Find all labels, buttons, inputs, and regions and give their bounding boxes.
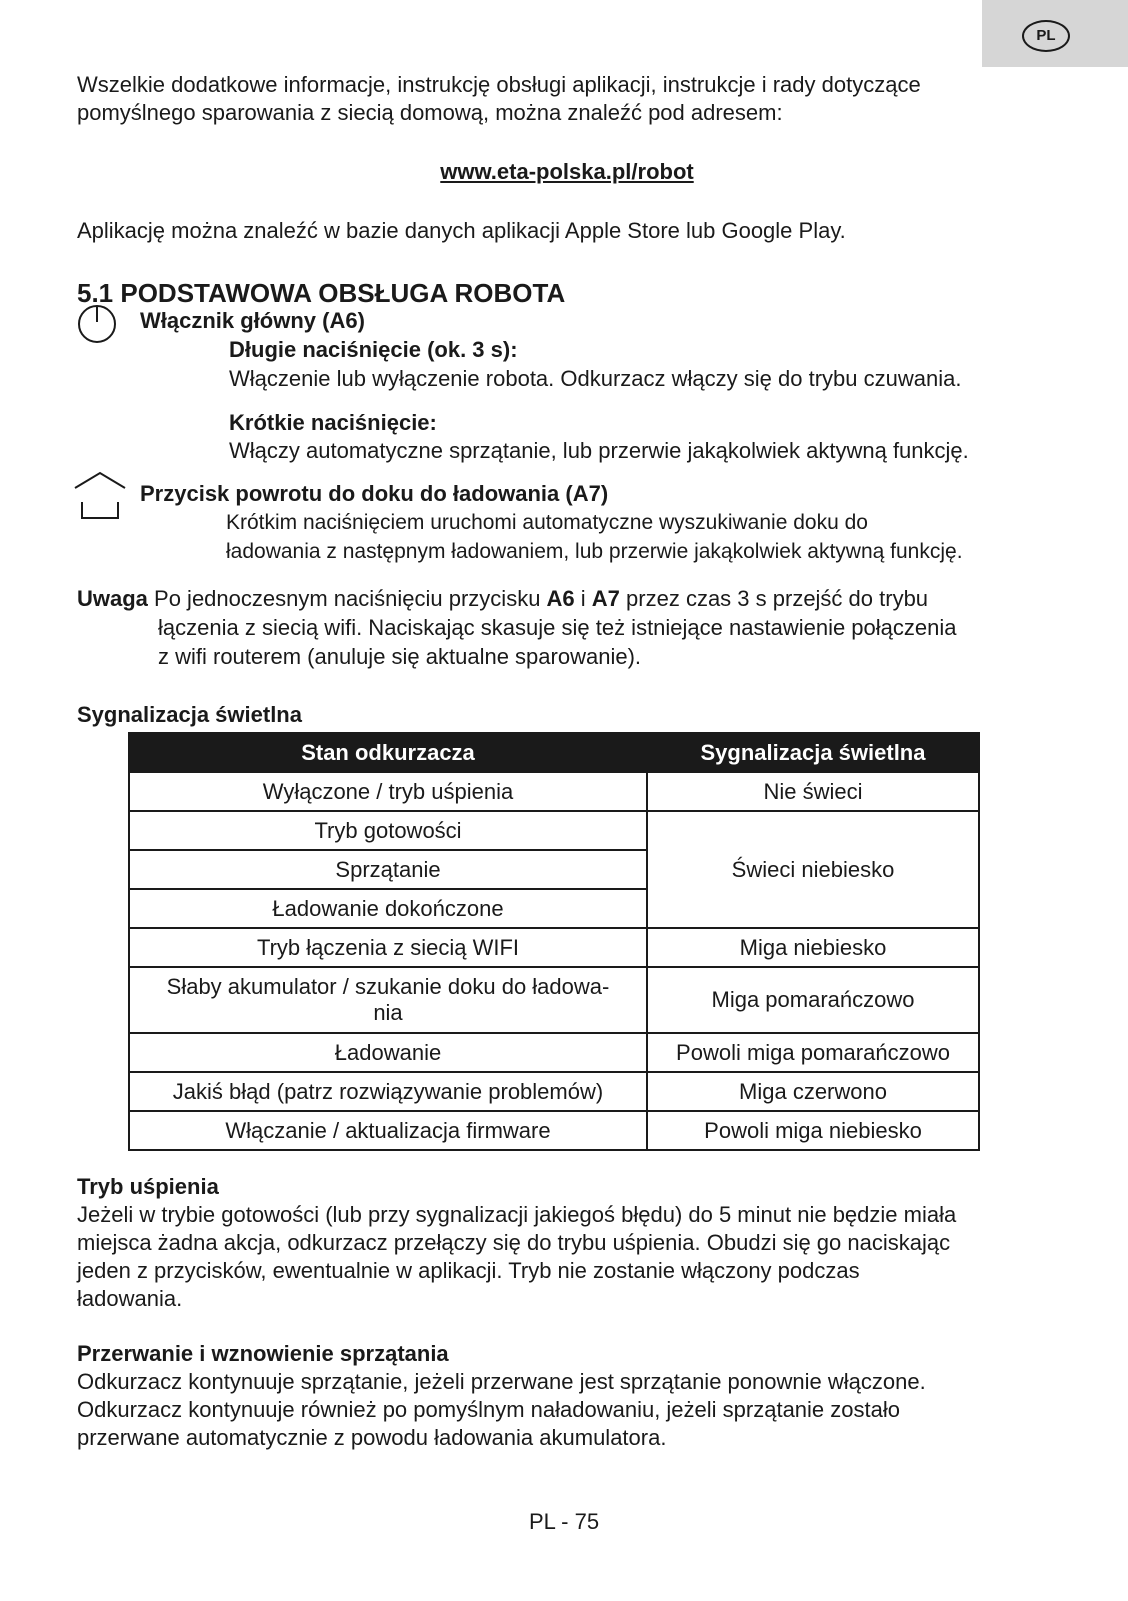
home-button-line-2: ładowania z następnym ładowaniem, lub przerwie jakąkolwiek aktywną funkcję. [226,540,963,563]
note-label: Uwaga [77,586,148,611]
state-cell [129,967,647,1033]
section-heading: 5.1 PODSTAWOWA OBSŁUGA ROBOTA [77,278,566,308]
col-header-light: Sygnalizacja świetlna [647,733,979,772]
table-row [129,1111,979,1150]
state-cell: Ładowanie dokończone [129,889,647,928]
resume-line: przerwane automatycznie z powodu ładowania akumulatora. [77,1425,667,1450]
note-text-c: przez czas 3 s przejść do trybu [619,586,929,611]
note-key-a7: A7 [591,586,620,611]
sleep-line: Jeżeli w trybie gotowości (lub przy sygnalizacji jakiegoś błędu) do 5 minut nie będzie miała [77,1202,957,1227]
state-cell: Tryb łączenia z siecią WIFI [129,928,647,967]
light-cell: Miga pomarańczowo [647,967,979,1033]
app-store-note: Aplikację można znaleźć w bazie danych aplikacji Apple Store lub Google Play. [77,218,846,243]
note-key-a6: A6 [546,586,575,611]
resume-line: Odkurzacz kontynuuje również po pomyślnym naładowaniu, jeżeli sprzątanie zostało [77,1397,900,1422]
home-icon [72,470,130,522]
note-line-1 [77,584,1057,613]
state-cell: Sprzątanie [129,850,647,889]
resume-line: Odkurzacz kontynuuje sprzątanie, jeżeli przerwane jest sprzątanie ponownie włączone. [77,1369,926,1394]
table-row [129,1072,979,1111]
short-press-text: Włączy automatyczne sprzątanie, lub przerwie jakąkolwiek aktywną funkcję. [229,438,969,463]
table-row [129,967,979,1033]
long-press-text: Włączenie lub wyłączenie robota. Odkurzacz włączy się do trybu czuwania. [229,366,962,391]
light-cell: Nie świeci [647,772,979,811]
state-cell: Tryb gotowości [129,811,647,850]
light-cell: Powoli miga pomarańczowo [647,1033,979,1072]
table-row [129,811,979,850]
language-tab [982,0,1128,67]
note-text-b: i [574,586,592,611]
table-row [129,772,979,811]
light-cell: Świeci niebiesko [647,811,979,928]
power-button-title: Włącznik główny (A6) [140,308,365,333]
note-text-a: Po jednoczesnym naciśnięciu przycisku [147,586,547,611]
website-link[interactable]: www.eta-polska.pl/robot [440,159,694,184]
signal-heading: Sygnalizacja świetlna [77,702,302,727]
state-cell-line-2: nia [373,1000,403,1025]
table-row [129,928,979,967]
sleep-line: jeden z przycisków, ewentualnie w aplikacji. Tryb nie zostanie włączony podczas [77,1258,860,1283]
intro-line-2: pomyślnego sparowania z siecią domową, można znaleźć pod adresem: [77,100,783,125]
long-press-label: Długie naciśnięcie (ok. 3 s): [229,337,518,362]
note-line-3: z wifi routerem (anuluje się aktualne sparowanie). [158,644,642,669]
note-line-2: łączenia z siecią wifi. Naciskając skasuje się też istniejące nastawienie połączenia [158,615,957,640]
light-cell: Miga czerwono [647,1072,979,1111]
language-badge: PL [1022,20,1070,52]
state-cell-line-1: Słaby akumulator / szukanie doku do ładowa- [166,974,610,999]
signal-table [128,732,980,1151]
power-icon [75,303,121,345]
resume-heading: Przerwanie i wznowienie sprzątania [77,1341,449,1366]
home-button-title: Przycisk powrotu do doku do ładowania (A7) [140,481,609,506]
light-cell: Powoli miga niebiesko [647,1111,979,1150]
short-press-label: Krótkie naciśnięcie: [229,410,437,435]
col-header-state: Stan odkurzacza [129,733,647,772]
table-header-row [129,733,979,772]
page-number: PL - 75 [528,1509,600,1534]
state-cell: Ładowanie [129,1033,647,1072]
state-cell: Wyłączone / tryb uśpienia [129,772,647,811]
sleep-line: ładowania. [77,1286,183,1311]
light-cell: Miga niebiesko [647,928,979,967]
home-button-line-1: Krótkim naciśnięciem uruchomi automatyczne wyszukiwanie doku do [226,511,868,534]
intro-line-1: Wszelkie dodatkowe informacje, instrukcję obsługi aplikacji, instrukcje i rady dotyczące [77,72,921,97]
sleep-line: miejsca żadna akcja, odkurzacz przełączy się do trybu uśpienia. Obudzi się go naciskając [77,1230,951,1255]
sleep-heading: Tryb uśpienia [77,1174,219,1199]
state-cell: Włączanie / aktualizacja firmware [129,1111,647,1150]
table-row [129,1033,979,1072]
state-cell: Jakiś błąd (patrz rozwiązywanie problemów) [129,1072,647,1111]
